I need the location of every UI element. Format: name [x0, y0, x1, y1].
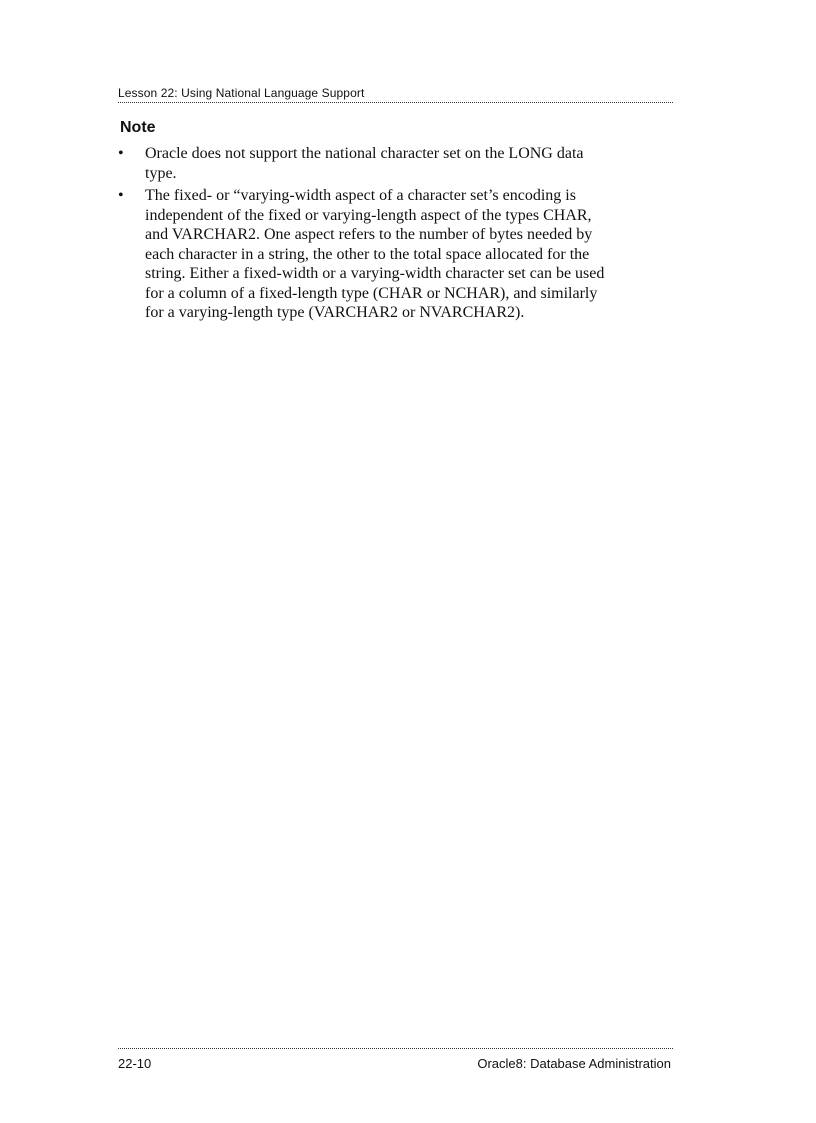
note-bullet-2 [118, 186, 618, 323]
bullet-text-line: for a varying-length type (VARCHAR2 or NVARCHAR2). [145, 304, 525, 321]
bullet-text-line: and VARCHAR2. One aspect refers to the number of bytes needed by [145, 226, 593, 243]
note-heading: Note [120, 119, 156, 136]
bullet-text-line: type. [145, 164, 177, 182]
bullet-icon: • [118, 145, 124, 162]
book-title: Oracle8: Database Administration [477, 1056, 671, 1071]
note-bullet-list [118, 144, 618, 326]
bullet-text-line: string. Either a fixed-width or a varying-width character set can be used [145, 265, 605, 282]
note-bullet-1 [118, 144, 618, 183]
bullet-text-line: each character in a string, the other to the total space allocated for the [145, 245, 590, 263]
bullet-text-line: independent of the fixed or varying-length aspect of the types CHAR, [145, 206, 592, 224]
running-footer [118, 1048, 673, 1079]
running-header [118, 84, 673, 103]
page-number: 22-10 [118, 1056, 152, 1071]
lesson-title: Lesson 22: Using National Language Support [118, 86, 365, 100]
bullet-text-line: Oracle does not support the national character set on the LONG data [145, 145, 584, 162]
bullet-text-line: The fixed- or “varying-width aspect of a character set’s encoding is [145, 187, 576, 204]
bullet-icon: • [118, 187, 124, 204]
bullet-text-line: for a column of a fixed-length type (CHAR or NCHAR), and similarly [145, 284, 598, 302]
